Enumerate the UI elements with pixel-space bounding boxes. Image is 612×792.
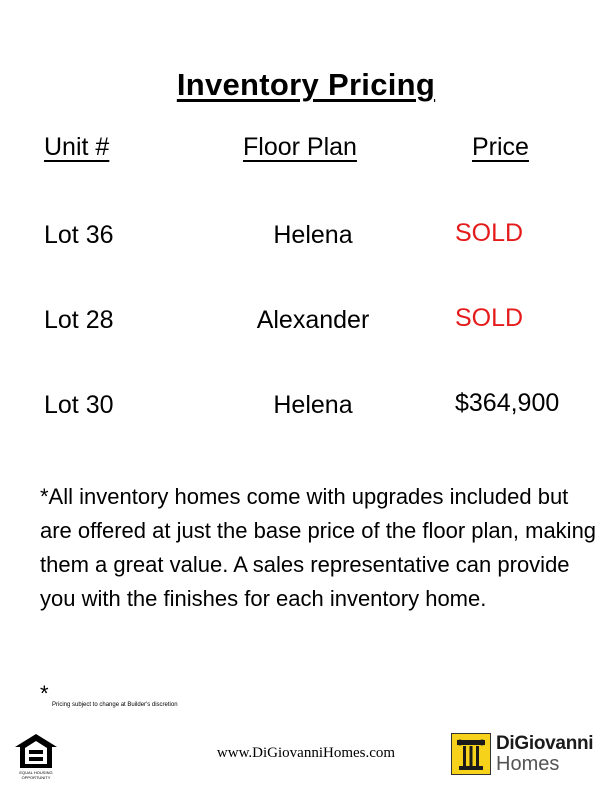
upgrades-note: *All inventory homes come with upgrades included but are offered at just the base price of the floor plan, making them a great value. A sales representative can provide you with the finishes for each inventory home. [40, 484, 597, 611]
column-header-price: Price [472, 133, 529, 161]
column-header-floor-plan: Floor Plan [243, 133, 357, 161]
logo-name: DiGiovanni [496, 733, 594, 754]
floor-plan-cell: Helena [273, 221, 353, 249]
floor-plan-cell: Alexander [256, 306, 370, 334]
price-cell: SOLD [455, 304, 524, 332]
equal-housing-caption: EQUAL HOUSING OPPORTUNITY [19, 770, 53, 780]
unit-cell: Lot 30 [44, 391, 114, 419]
website-link[interactable]: www.DiGiovanniHomes.com [216, 745, 396, 761]
price-cell: SOLD [455, 219, 524, 247]
footnote-asterisk: * [40, 681, 49, 706]
unit-cell: Lot 36 [44, 221, 114, 249]
logo-subtitle: Homes [496, 753, 560, 775]
digiovanni-logo [451, 733, 601, 777]
floor-plan-cell: Helena [273, 391, 353, 419]
column-logo-icon [451, 733, 491, 775]
unit-cell: Lot 28 [44, 306, 114, 334]
price-cell: $364,900 [455, 389, 560, 417]
page-title: Inventory Pricing [176, 67, 436, 102]
pricing-disclaimer: Pricing subject to change at Builder's discretion [52, 702, 178, 708]
column-header-unit: Unit # [44, 133, 110, 161]
